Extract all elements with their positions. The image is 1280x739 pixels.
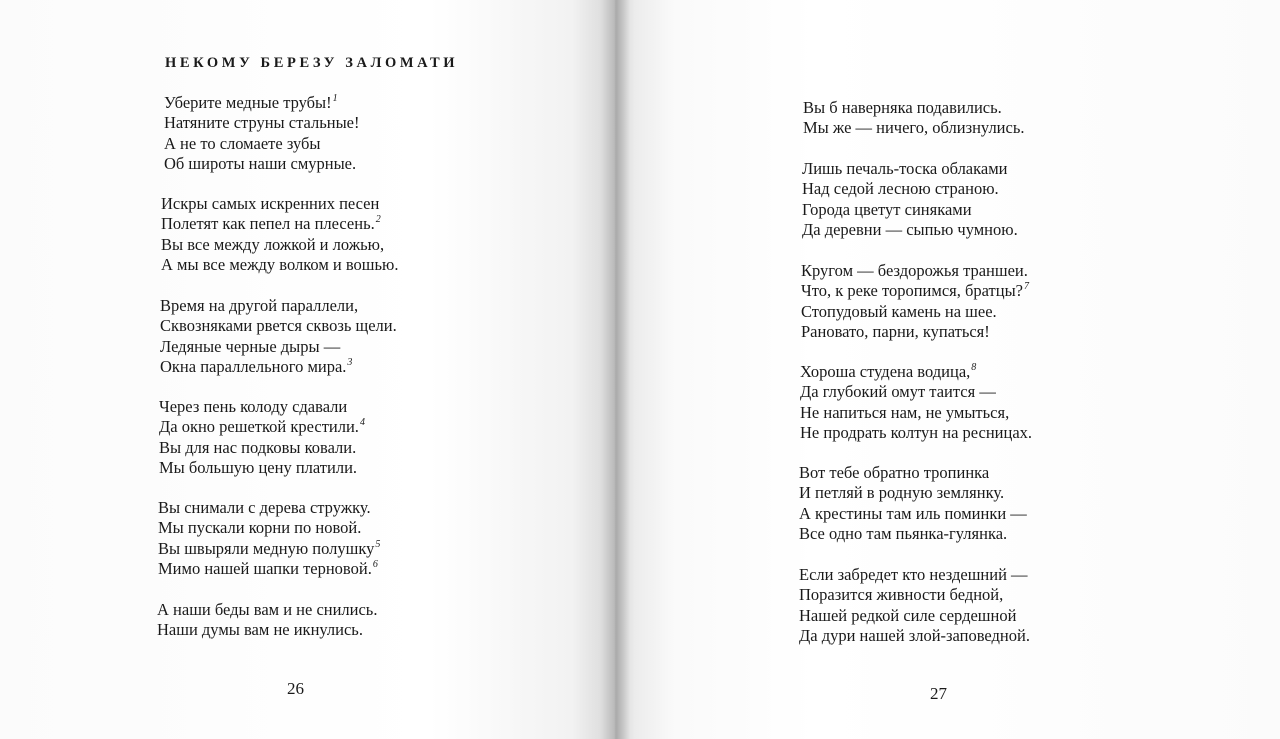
verse-line: Что, к реке торопимся, братцы?$^7$ bbox=[801, 281, 1029, 301]
verse-line: Мы пускали корни по новой. bbox=[158, 518, 362, 538]
verse-line: Мы же — ничего, облизнулись. bbox=[803, 118, 1025, 138]
verse-line: Лишь печаль-тоска облаками bbox=[802, 159, 1008, 178]
verse-line: Мимо нашей шапки терновой.$^6$ bbox=[158, 558, 378, 578]
stanza bbox=[160, 296, 397, 377]
verse-line: Вы все между ложкой и ложью, bbox=[161, 234, 385, 254]
verse-line: Хороша студена водица,$^8$ bbox=[800, 362, 977, 381]
stanza bbox=[800, 362, 1032, 443]
verse-line: Об широты наши смурные. bbox=[164, 153, 357, 173]
stanza bbox=[799, 463, 1027, 544]
stanza bbox=[158, 498, 380, 579]
verse-line: Не напиться нам, не умыться, bbox=[800, 402, 1010, 422]
verse-line: И петляй в родную землянку. bbox=[799, 483, 1005, 503]
verse-line: Натяните струны стальные! bbox=[164, 113, 360, 133]
footnote-mark: 1 bbox=[332, 93, 338, 104]
verse-line: Искры самых искренних песен bbox=[161, 194, 380, 213]
verse-line: Над седой лесною страною. bbox=[802, 179, 999, 199]
verse-line: Вы для нас подковы ковали. bbox=[159, 437, 357, 457]
stanza bbox=[159, 397, 365, 478]
verse-line: Да деревни — сыпью чумною. bbox=[802, 219, 1018, 239]
footnote-mark: 2 bbox=[375, 214, 381, 226]
stanza bbox=[161, 194, 399, 275]
verse-line: Не продрать колтун на ресницах. bbox=[800, 422, 1033, 442]
stanza bbox=[799, 565, 1030, 646]
verse-line: Окна параллельного мира.$^3$ bbox=[160, 356, 353, 376]
verse-line: Полетят как пепел на плесень.$^2$ bbox=[161, 214, 381, 234]
verse-line: Вот тебе обратно тропинка bbox=[799, 463, 990, 482]
stanza bbox=[802, 159, 1018, 240]
verse-line: Стопудовый камень на шее. bbox=[801, 301, 997, 321]
verse-line: А крестины там иль поминки — bbox=[799, 503, 1027, 523]
page-number: 26 bbox=[287, 679, 304, 698]
verse-line: Наши думы вам не икнулись. bbox=[157, 620, 363, 640]
stanza bbox=[803, 98, 1025, 139]
footnote-mark: 6 bbox=[372, 558, 378, 570]
verse-line: Да окно решеткой крестили.$^4$ bbox=[159, 417, 365, 437]
verse-line: Вы б наверняка подавились. bbox=[803, 98, 1002, 117]
stanza bbox=[164, 93, 359, 174]
verse-line: Время на другой параллели, bbox=[160, 296, 359, 315]
verse-line: Ледяные черные дыры — bbox=[160, 336, 341, 356]
footnote-mark: 5 bbox=[375, 538, 381, 550]
footnote-mark: 3 bbox=[347, 356, 353, 368]
stanza bbox=[157, 600, 377, 641]
verse-line: А наши беды вам и не снились. bbox=[157, 600, 378, 619]
footnote-mark: 4 bbox=[359, 417, 365, 429]
footnote-mark: 8 bbox=[971, 362, 977, 373]
verse-line: Рановато, парни, купаться! bbox=[801, 321, 990, 341]
verse-line: Да дури нашей злой-заповедной. bbox=[799, 625, 1030, 645]
book-gutter bbox=[600, 0, 630, 739]
verse-line: А мы все между волком и вошью. bbox=[161, 254, 399, 274]
verse-line: Да глубокий омут таится — bbox=[800, 382, 996, 402]
verse-line: Нашей редкой силе сердешной bbox=[799, 605, 1017, 625]
left-page bbox=[0, 0, 615, 739]
verse-line: Вы швыряли медную полушку$^5$ bbox=[158, 538, 381, 558]
verse-line: Сквозняками рвется сквозь щели. bbox=[160, 316, 397, 336]
verse-line: Если забредет кто нездешний — bbox=[799, 565, 1028, 584]
verse-line: А не то сломаете зубы bbox=[164, 133, 321, 153]
right-page bbox=[615, 0, 1280, 739]
verse-line: Вы снимали с дерева стружку. bbox=[158, 498, 371, 517]
verse-line: Кругом — бездорожья траншеи. bbox=[801, 261, 1028, 280]
verse-line: Через пень колоду сдавали bbox=[159, 397, 348, 416]
verse-line: Мы большую цену платили. bbox=[159, 457, 358, 477]
verse-line: Все одно там пьянка-гулянка. bbox=[799, 523, 1008, 543]
footnote-mark: 7 bbox=[1024, 281, 1029, 293]
verse-line: Уберите медные трубы!$^1$ bbox=[164, 93, 338, 112]
verse-line: Города цветут синяками bbox=[802, 199, 972, 219]
poem-title: НЕКОМУ БЕРЕЗУ ЗАЛОМАТИ bbox=[165, 55, 459, 71]
page-number: 27 bbox=[930, 684, 947, 703]
verse-line: Поразится живности бедной, bbox=[799, 585, 1004, 605]
stanza bbox=[801, 261, 1029, 342]
